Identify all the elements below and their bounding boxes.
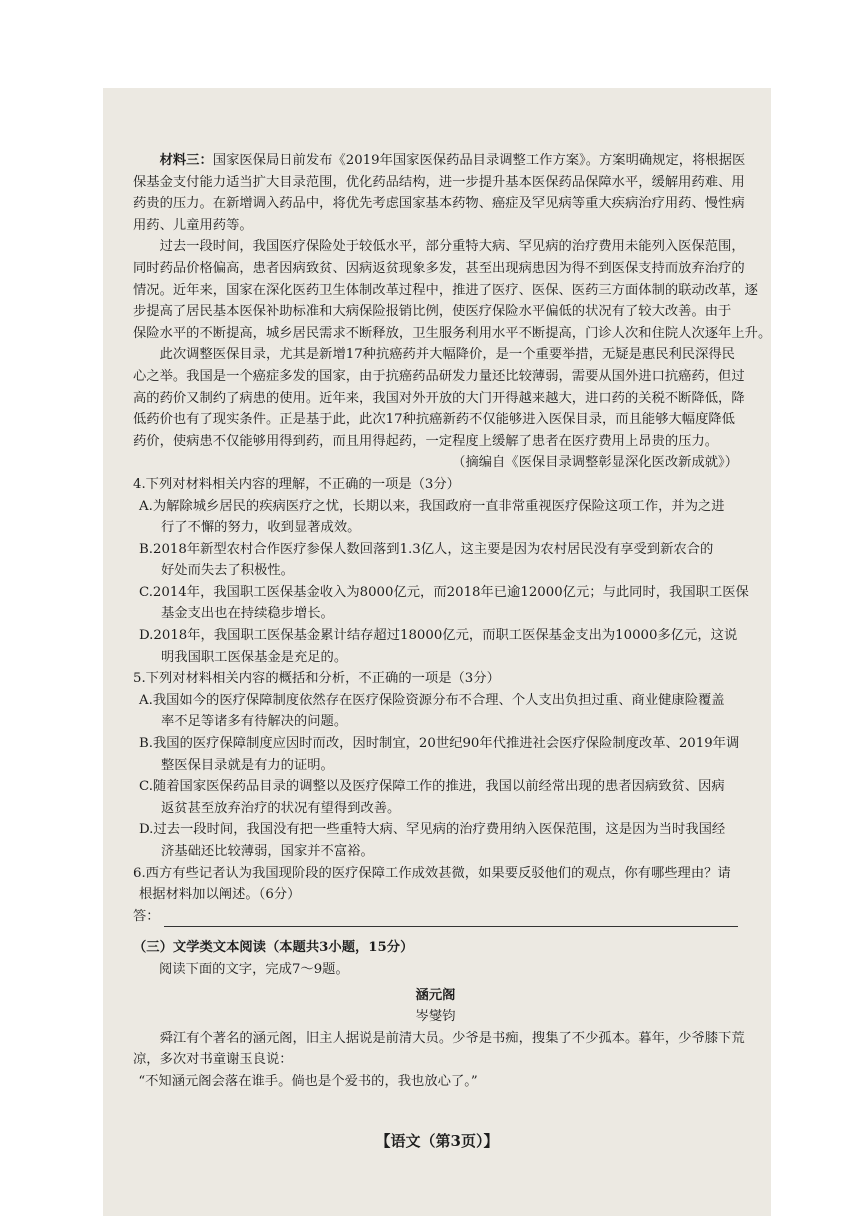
section-heading: （三）文学类文本阅读（本题共3小题，15分） <box>133 940 414 956</box>
text-line: 保险水平的不断提高，城乡居民需求不断释放，卫生服务利用水平不断提高，门诊人次和住院人次逐年上升。 <box>133 325 772 341</box>
text-line: 舜江有个著名的涵元阁，旧主人据说是前清大员。少爷是书痴，搜集了不少孤本。暮年，少爷膝下荒 <box>159 1030 745 1046</box>
story-title: 涵元阁 <box>415 987 456 1003</box>
option-d: D.过去一段时间，我国没有把一些重特大病、罕见病的治疗费用纳入医保范围，这是因为当时我国经 济基础还比较薄弱，国家并不富裕。 <box>139 822 726 859</box>
question-stem: 根据材料加以阐述。（6分） <box>139 887 301 903</box>
material3-source: （摘编自《医保目录调整彰显深化医改新成就》） <box>452 455 738 471</box>
question-5 <box>133 668 738 862</box>
material3-para-3 <box>133 344 745 452</box>
question-stem: 5.下列对材料相关内容的概括和分析，不正确的一项是（3分） <box>133 671 500 687</box>
text-line: 情况。近年来，国家在深化医药卫生体制改革过程中，推进了医疗、医保、医药三方面体制的联动改革，逐 <box>133 282 758 298</box>
text-line: 此次调整医保目录，尤其是新增17种抗癌药并大幅降价，是一个重要举措，无疑是惠民利民深得民 <box>159 347 735 363</box>
text-line: 高的药价又制约了病患的使用。近年来，我国对外开放的大门开得越来越大，进口药的关税不断降低，降 <box>133 390 745 406</box>
question-stem: 6.西方有些记者认为我国现阶段的医疗保障工作成效甚微，如果要反驳他们的观点，你有哪些理由？请 <box>133 865 731 881</box>
story-author: 岑燮钧 <box>415 1009 456 1025</box>
page-footer: 【语文（第3页）】 <box>375 1132 499 1150</box>
option-a: A.我国如今的医疗保障制度依然存在医疗保险资源分布不合理、个人支出负担过重、商业健康险覆盖 率不足等诸多有待解决的问题。 <box>139 692 725 730</box>
question-stem: 4.下列对材料相关内容的理解，不正确的一项是（3分） <box>133 476 460 492</box>
answer-rule <box>164 910 738 927</box>
option-b: B.我国的医疗保障制度应因时而改，因时制宜，20世纪90年代推进社会医疗保险制度改革、2019年调 整医保目录就是有力的证明。 <box>139 736 740 773</box>
section-instruction: 阅读下面的文字，完成7～9题。 <box>159 961 349 977</box>
answer-label: 答： <box>133 908 160 924</box>
story-para-1 <box>133 1028 745 1071</box>
material3-para-2 <box>133 236 772 344</box>
material3-para-1 <box>133 150 746 236</box>
text-line: 同时药品价格偏高，患者因病致贫、因病返贫现象多发，甚至出现病患因为得不到医保支持而放弃治疗的 <box>133 260 745 276</box>
material3-lead: 材料三： <box>159 153 213 168</box>
text-line: 步提高了居民基本医保补助标准和大病保险报销比例，使医疗保险水平偏低的状况有了较大改善。由于 <box>133 304 732 320</box>
text-line: 药价，使病患不仅能够用得到药，而且用得起药，一定程度上缓解了患者在医疗费用上昂贵的压力。 <box>133 433 719 449</box>
text-line: 凉，多次对书童谢玉良说： <box>133 1052 293 1068</box>
text-line: 药贵的压力。在新增调入药品中，将优先考虑国家基本药物、癌症及罕见病等重大疾病治疗用药、慢性病 <box>133 196 745 212</box>
exam-page <box>103 88 771 1216</box>
text-line: 过去一段时间，我国医疗保险处于较低水平，部分重特大病、罕见病的治疗费用未能列入医保范围， <box>159 239 745 255</box>
text-line: 心之举。我国是一个癌症多发的国家，由于抗癌药品研发力量还比较薄弱，需要从国外进口抗癌药，但过 <box>133 368 745 384</box>
text-line: 国家医保局日前发布《2019年国家医保药品目录调整工作方案》。方案明确规定，将根据医 <box>212 153 746 168</box>
option-d: D.2018年，我国职工医保基金累计结存超过18000亿元，而职工医保基金支出为10000多亿元，这说 明我国职工医保基金是充足的。 <box>139 628 738 665</box>
question-6 <box>133 863 738 928</box>
text-line: 用药、儿童用药等。 <box>133 217 253 233</box>
option-c: C.2014年，我国职工医保基金收入为8000亿元，而2018年已逾12000亿元；与此同时，我国职工医保 基金支出也在持续稳步增长。 <box>139 584 749 622</box>
text-line: 低药价也有了现实条件。正是基于此，此次17种抗癌新药不仅能够进入医保目录，而且能够大幅度降低 <box>133 412 735 428</box>
option-c: C.随着国家医保药品目录的调整以及医疗保障工作的推进，我国以前经常出现的患者因病致贫、因病 返贫甚至放弃治疗的状况有望得到改善。 <box>139 779 725 816</box>
story-quote: “不知涵元阁会落在谁手。倘也是个爱书的，我也放心了。” <box>138 1073 478 1089</box>
text-line: 保基金支付能力适当扩大目录范围，优化药品结构，进一步提升基本医保药品保障水平，缓解用药难、用 <box>133 174 745 190</box>
answer-area[interactable] <box>133 906 738 928</box>
option-a: A.为解除城乡居民的疾病医疗之忧，长期以来，我国政府一直非常重视医疗保险这项工作，并为之进 行了不懈的努力，收到显著成效。 <box>139 498 725 536</box>
option-b: B.2018年新型农村合作医疗参保人数回落到1.3亿人，这主要是因为农村居民没有享受到新农合的 好处而失去了积极性。 <box>139 541 714 579</box>
question-4 <box>133 474 749 668</box>
